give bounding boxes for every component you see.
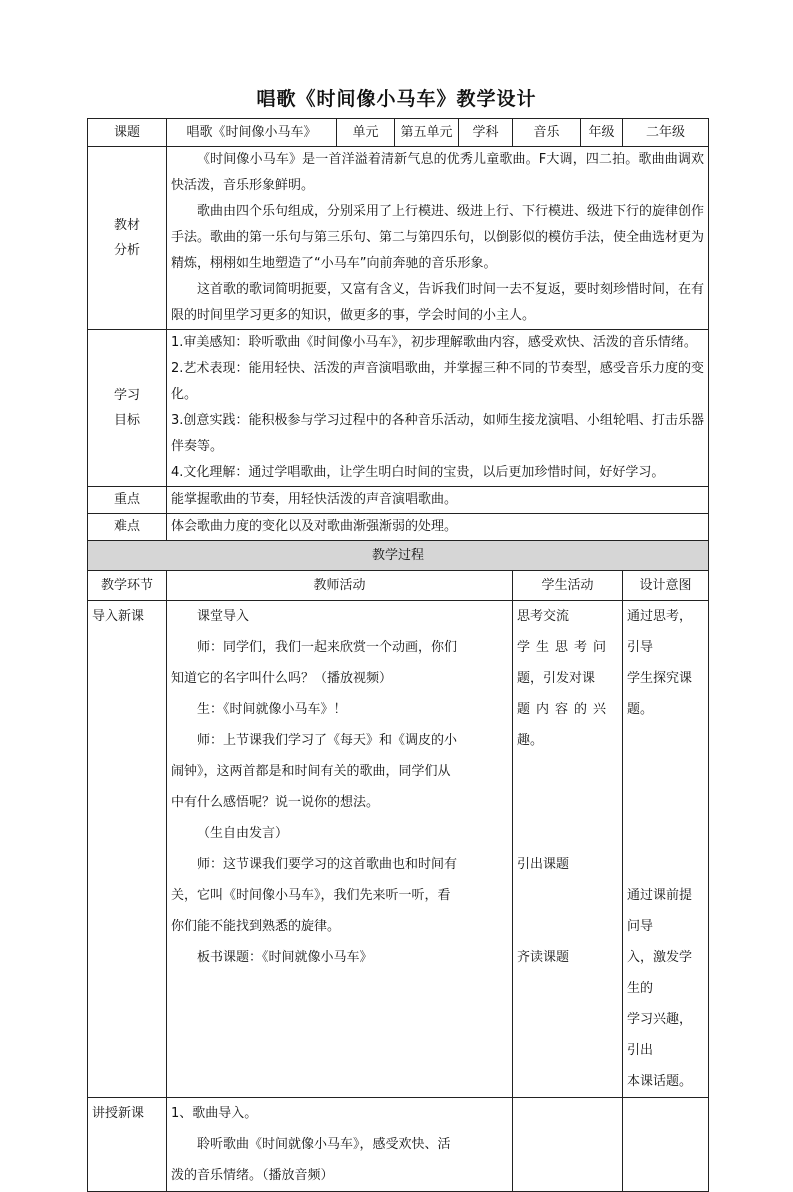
subject-label: 学科 [459,119,513,147]
spacer [517,756,618,849]
column-header-intent: 设计意图 [623,571,709,601]
goals-row [88,330,709,487]
subject-value: 音乐 [513,119,581,147]
analysis-paragraph: 这首歌的歌词简明扼要，又富有含义，告诉我们时间一去不复返，要时刻珍惜时间，在有限的时间里学习更多的知识，做更多的事，学会时间的小主人。 [171,282,705,323]
teach-teacher-activity [167,1098,513,1192]
analysis-content [167,147,709,330]
intro-design-intent [623,601,709,1098]
key-point-row [88,487,709,514]
teacher-line: 泼的音乐情绪。（播放音频） [171,1168,334,1183]
teacher-line: 板书课题：《时间就像小马车》 [197,950,373,965]
intent-line: 本课话题。 [627,1074,693,1089]
student-line: 齐读课题 [517,950,570,965]
column-header-stage: 教学环节 [88,571,167,601]
topic-label: 课题 [88,119,167,147]
grade-value: 二年级 [623,119,709,147]
stage-label: 讲授新课 [92,1106,145,1121]
intent-line: 通过思考，引导 [627,609,693,655]
teacher-line: 1、歌曲导入。 [171,1106,258,1121]
process-columns-row [88,571,709,601]
goal-item: 2.艺术表现：能用轻快、活泼的声音演唱歌曲，并掌握三种不同的节奏型，感受音乐力度的变化。 [171,361,705,402]
document-title: 唱歌《时间像小马车》教学设计 [256,88,537,110]
analysis-label-line-2: 分析 [113,243,140,258]
key-point-label: 重点 [88,487,167,514]
teacher-line: 你们能不能找到熟悉的旋律。 [171,919,341,934]
teach-student-activity [513,1098,623,1192]
teacher-line: 中有什么感悟呢？说一说你的想法。 [171,795,380,810]
intro-row [88,601,709,1098]
difficulty-label: 难点 [88,514,167,541]
analysis-row [88,147,709,330]
intent-line: 学生探究课题。 [627,671,693,717]
key-point-text: 能掌握歌曲的节奏，用轻快活泼的声音演唱歌曲。 [167,487,709,514]
analysis-label [88,147,167,330]
teacher-line: 生：《时间就像小马车》！ [197,702,347,717]
teacher-line: （生自由发言） [197,826,289,841]
column-header-student: 学生活动 [513,571,623,601]
intent-line: 入，激发学生的 [627,950,693,996]
teacher-line: 课堂导入 [197,609,250,624]
topic-value: 唱歌《时间像小马车》 [167,119,337,147]
intent-line: 通过课前提问导 [627,888,693,934]
analysis-paragraph: 《时间像小马车》是一首洋溢着清新气息的优秀儿童歌曲。F大调，四二拍。歌曲曲调欢快活泼，音乐形象鲜明。 [171,152,705,193]
difficulty-row [88,514,709,541]
grade-label: 年级 [581,119,623,147]
analysis-paragraph: 歌曲由四个乐句组成，分别采用了上行模进、级进上行、下行模进、级进下行的旋律创作手法。歌曲的第一乐句与第三乐句、第二与第四乐句，以倒影似的模仿手法，使全曲选材更为精炼，栩栩如生地塑造了“小马车”向前奔驰的音乐形象。 [171,204,705,271]
teacher-line: 闹钟》，这两首都是和时间有关的歌曲，同学们从 [171,764,451,779]
info-row [88,119,709,147]
intro-stage [88,601,167,1098]
unit-label: 单元 [337,119,395,147]
teacher-line: 师：这节课我们要学习的这首歌曲也和时间有 [197,857,458,872]
student-line: 趣。 [517,733,544,748]
process-header-row [88,541,709,571]
goal-item: 1.审美感知：聆听歌曲《时间像小马车》，初步理解歌曲内容，感受欢快、活泼的音乐情绪。 [171,335,697,350]
student-line: 思考交流 [517,609,570,624]
teacher-line: 师：同学们，我们一起来欣赏一个动画，你们 [197,640,458,655]
intro-student-activity [513,601,623,1098]
goals-label [88,330,167,487]
analysis-label-line-1: 教材 [113,218,140,233]
intro-teacher-activity [167,601,513,1098]
goals-content [167,330,709,487]
goal-item: 3.创意实践：能积极参与学习过程中的各种音乐活动，如师生接龙演唱、小组轮唱、打击乐器伴奏等。 [171,413,705,454]
teach-row [88,1098,709,1192]
teacher-line: 师：上节课我们学习了《每天》和《调皮的小 [197,733,458,748]
intent-line: 学习兴趣，引出 [627,1012,693,1058]
stage-label: 导入新课 [92,609,145,624]
student-line: 引出课题 [517,857,570,872]
teacher-line: 聆听歌曲《时间就像小马车》，感受欢快、活 [197,1137,451,1152]
goals-label-line-2: 目标 [113,413,140,428]
difficulty-text: 体会歌曲力度的变化以及对歌曲渐强渐弱的处理。 [167,514,709,541]
student-line: 题，引发对课 [517,671,596,686]
teacher-line: 知道它的名字叫什么吗？（播放视频） [171,671,393,686]
teach-design-intent [623,1098,709,1192]
goals-label-line-1: 学习 [113,388,140,403]
spacer [517,880,618,942]
process-header: 教学过程 [88,541,709,571]
student-line: 题内容的兴 [517,702,613,717]
column-header-teacher: 教师活动 [167,571,513,601]
teacher-line: 关，它叫《时间像小马车》，我们先来听一听，看 [171,888,451,903]
spacer [627,725,704,880]
lesson-plan-table [87,118,709,1192]
unit-value: 第五单元 [395,119,459,147]
student-line: 学生思考问 [517,640,613,655]
goal-item: 4.文化理解：通过学唱歌曲，让学生明白时间的宝贵，以后更加珍惜时间，好好学习。 [171,465,665,480]
teach-stage [88,1098,167,1192]
